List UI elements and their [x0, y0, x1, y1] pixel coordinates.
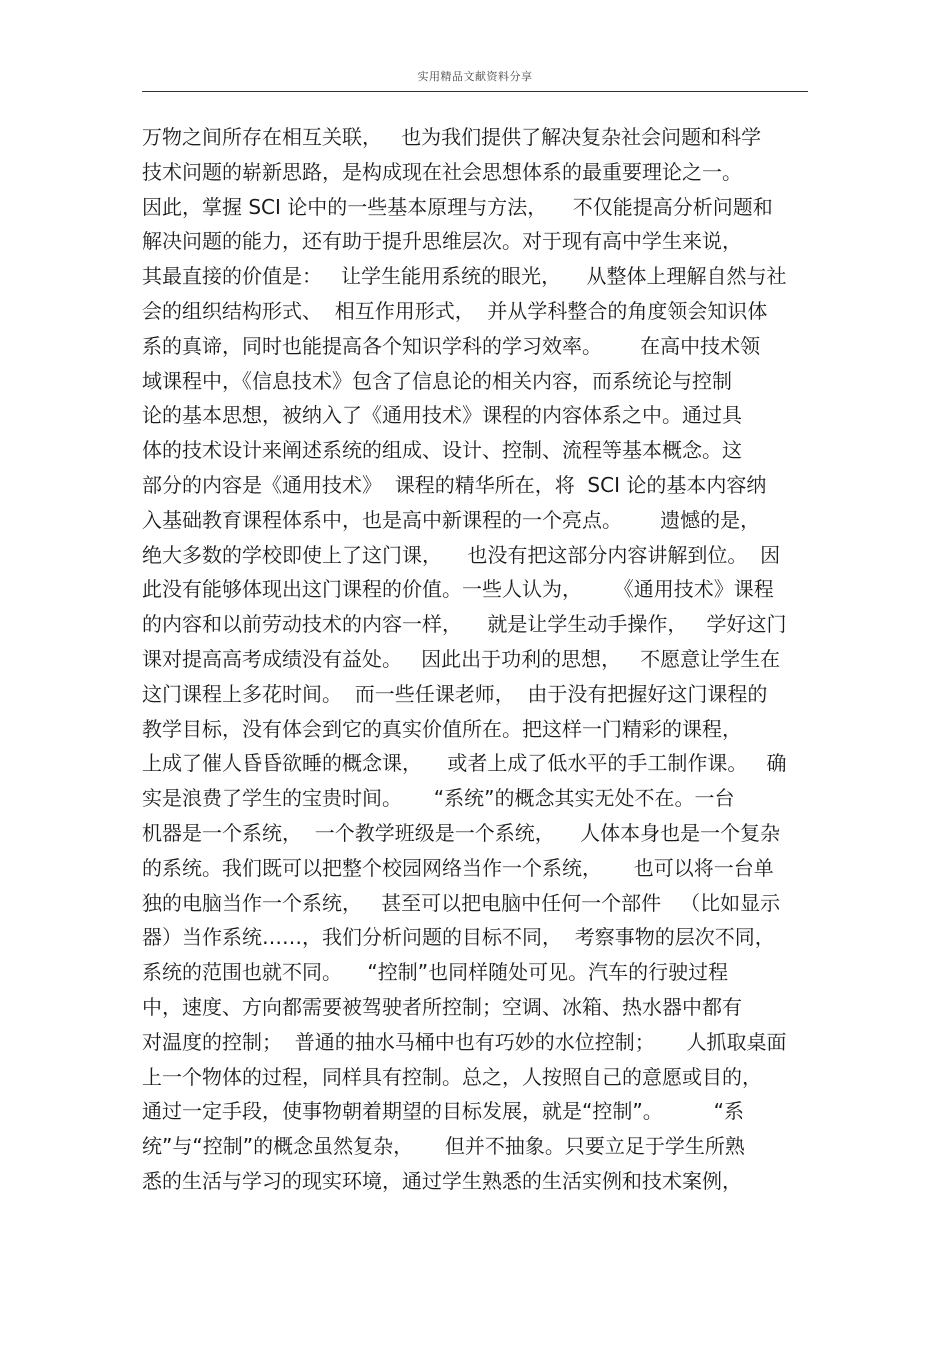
text-line: 上一个物体的过程，同样具有控制。总之，人按照自己的意愿或目的， [142, 1064, 762, 1089]
text-line: 统”与“控制”的概念虽然复杂， 但并不抽象。只要立足于学生所熟 [142, 1134, 745, 1159]
text-line: 悉的生活与学习的现实环境，通过学生熟悉的生活实例和技术案例， [142, 1168, 742, 1193]
text-line: 这门课程上多花时间。 而一些任课老师， 由于没有把握好这门课程的 [142, 681, 768, 706]
text-line: 中，速度、方向都需要被驾驶者所控制；空调、冰箱、热水器中都有 [142, 994, 742, 1019]
text-line: 系的真谛，同时也能提高各个知识学科的学习效率。 在高中技术领 [142, 333, 761, 358]
text-line: 此没有能够体现出这门课程的价值。一些人认为， 《通用技术》课程 [142, 577, 774, 602]
text-line: 通过一定手段，使事物朝着期望的目标发展，就是“控制”。 “系 [142, 1099, 744, 1124]
text-line: 系统的范围也就不同。 “控制”也同样随处可见。汽车的行驶过程 [142, 960, 729, 985]
text-line: 体的技术设计来阐述系统的组成、设计、控制、流程等基本概念。这 [142, 438, 742, 463]
text-line: 教学目标，没有体会到它的真实价值所在。把这样一门精彩的课程， [142, 716, 742, 741]
text-line: 域课程中，《信息技术》包含了信息论的相关内容，而系统论与控制 [142, 368, 732, 393]
text-line: 机器是一个系统， 一个教学班级是一个系统， 人体本身也是一个复杂 [142, 820, 781, 845]
text-line: 因此，掌握 SCI 论中的一些基本原理与方法， 不仅能提高分析问题和 [142, 194, 773, 219]
text-line: 器）当作系统……，我们分析问题的目标不同， 考察事物的层次不同， [142, 925, 775, 950]
page-header: 实用精品文献资料分享 [417, 70, 533, 83]
text-line: 绝大多数的学校即使上了这门课， 也没有把这部分内容讲解到位。 因 [142, 542, 781, 567]
text-line: 会的组织结构形式、 相互作用形式， 并从学科整合的角度领会知识体 [142, 298, 768, 323]
text-line: 的系统。我们既可以把整个校园网络当作一个系统， 也可以将一台单 [142, 855, 774, 880]
text-line: 技术问题的崭新思路，是构成现在社会思想体系的最重要理论之一。 [142, 159, 742, 184]
text-line: 课对提高高考成绩没有益处。 因此出于功利的思想， 不愿意让学生在 [142, 646, 781, 671]
text-line: 解决问题的能力，还有助于提升思维层次。对于现有高中学生来说， [142, 229, 742, 254]
text-line: 万物之间所存在相互关联， 也为我们提供了解决复杂社会问题和科学 [142, 125, 762, 149]
text-line: 上成了催人昏昏欲睡的概念课， 或者上成了低水平的手工制作课。 确 [142, 751, 787, 776]
text-line: 实是浪费了学生的宝贵时间。 “系统”的概念其实无处不在。一台 [142, 786, 735, 811]
text-line: 独的电脑当作一个系统， 甚至可以把电脑中任何一个部件 （比如显示 [142, 890, 781, 915]
text-line: 论的基本思想，被纳入了《通用技术》课程的内容体系之中。通过具 [142, 403, 742, 428]
text-line: 入基础教育课程体系中，也是高中新课程的一个亮点。 遗憾的是， [142, 507, 761, 532]
header-divider [142, 91, 808, 92]
text-line: 对温度的控制； 普通的抽水马桶中也有巧妙的水位控制； 人抓取桌面 [142, 1029, 787, 1054]
document-body [142, 120, 808, 1199]
text-line: 其最直接的价值是： 让学生能用系统的眼光， 从整体上理解自然与社 [142, 264, 787, 289]
text-line: 的内容和以前劳动技术的内容一样， 就是让学生动手操作， 学好这门 [142, 612, 787, 637]
text-line: 部分的内容是《通用技术》 课程的精华所在，将 SCI 论的基本内容纳 [142, 472, 767, 497]
